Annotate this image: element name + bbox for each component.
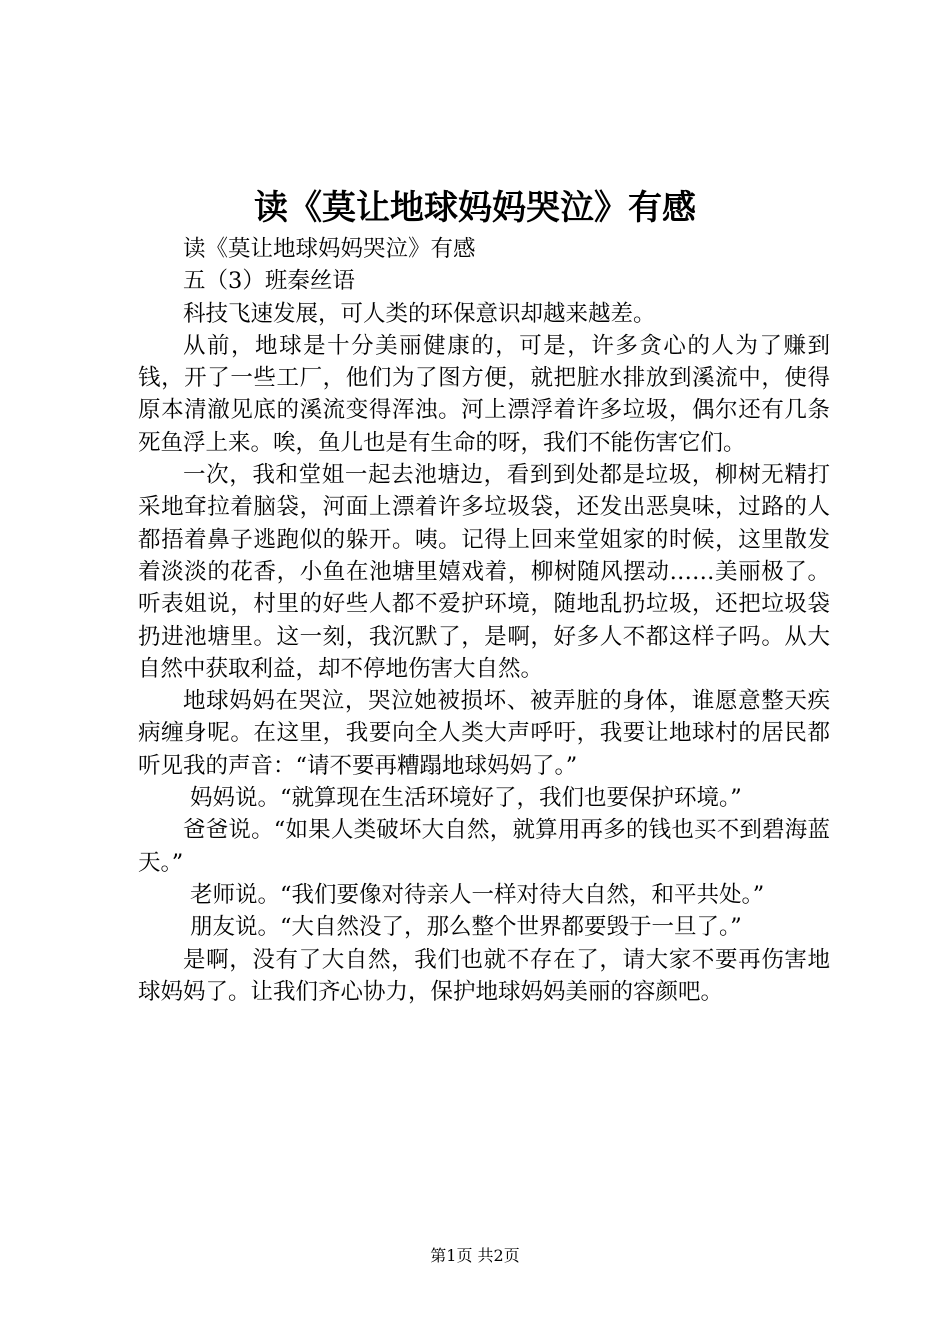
paragraph-conclusion: 是啊，没有了大自然，我们也就不存在了，请大家不要再伤害地球妈妈了。让我们齐心协力，保护地球妈妈美丽的容颜吧。 [138, 946, 830, 1005]
paragraph-teacher-quote: 老师说。“我们要像对待亲人一样对待大自然，和平共处。” [190, 881, 765, 908]
paragraph-intro: 科技飞速发展，可人类的环保意识却越来越差。 [183, 300, 656, 327]
paragraph-mom-quote: 妈妈说。“就算现在生活环境好了，我们也要保护环境。” [190, 785, 742, 812]
page-number-footer: 第1页 共2页 [430, 1246, 520, 1265]
paragraph-pond-visit: 一次，我和堂姐一起去池塘边，看到到处都是垃圾，柳树无精打采地耷拉着脑袋，河面上漂着许多垃圾袋，还发出恶臭味，过路的人都捂着鼻子逃跑似的躲开。咦。记得上回来堂姐家的时候，这里散发着淡淡的花香，小鱼在池塘里嬉戏着，柳树随风摆动……美丽极了。听表姐说，村里的好些人都不爱护环境，随地乱扔垃圾，还把垃圾袋扔进池塘里。这一刻，我沉默了，是啊，好多人不都这样子吗。从大自然中获取利益，却不停地伤害大自然。 [138, 462, 830, 682]
paragraph-author: 五（3）班秦丝语 [183, 268, 355, 295]
paragraph-subtitle: 读《莫让地球妈妈哭泣》有感 [183, 236, 476, 262]
paragraph-dad-quote: 爸爸说。“如果人类破坏大自然，就算用再多的钱也买不到碧海蓝天。” [138, 817, 830, 876]
paragraph-friend-quote: 朋友说。“大自然没了，那么整个世界都要毁于一旦了。” [190, 914, 742, 941]
paragraph-past: 从前，地球是十分美丽健康的，可是，许多贪心的人为了赚到钱，开了一些工厂，他们为了图方便，就把脏水排放到溪流中，使得原本清澈见底的溪流变得浑浊。河上漂浮着许多垃圾，偶尔还有几条死鱼浮上来。唉，鱼儿也是有生命的呀，我们不能伤害它们。 [138, 332, 830, 456]
document-title: 读《莫让地球妈妈哭泣》有感 [254, 188, 696, 228]
document-body [138, 233, 830, 1008]
paragraph-earth-crying: 地球妈妈在哭泣，哭泣她被损坏、被弄脏的身体，谁愿意整天疾病缠身呢。在这里，我要向全人类大声呼吁，我要让地球村的居民都听见我的声音：“请不要再糟蹋地球妈妈了。” [138, 688, 830, 779]
